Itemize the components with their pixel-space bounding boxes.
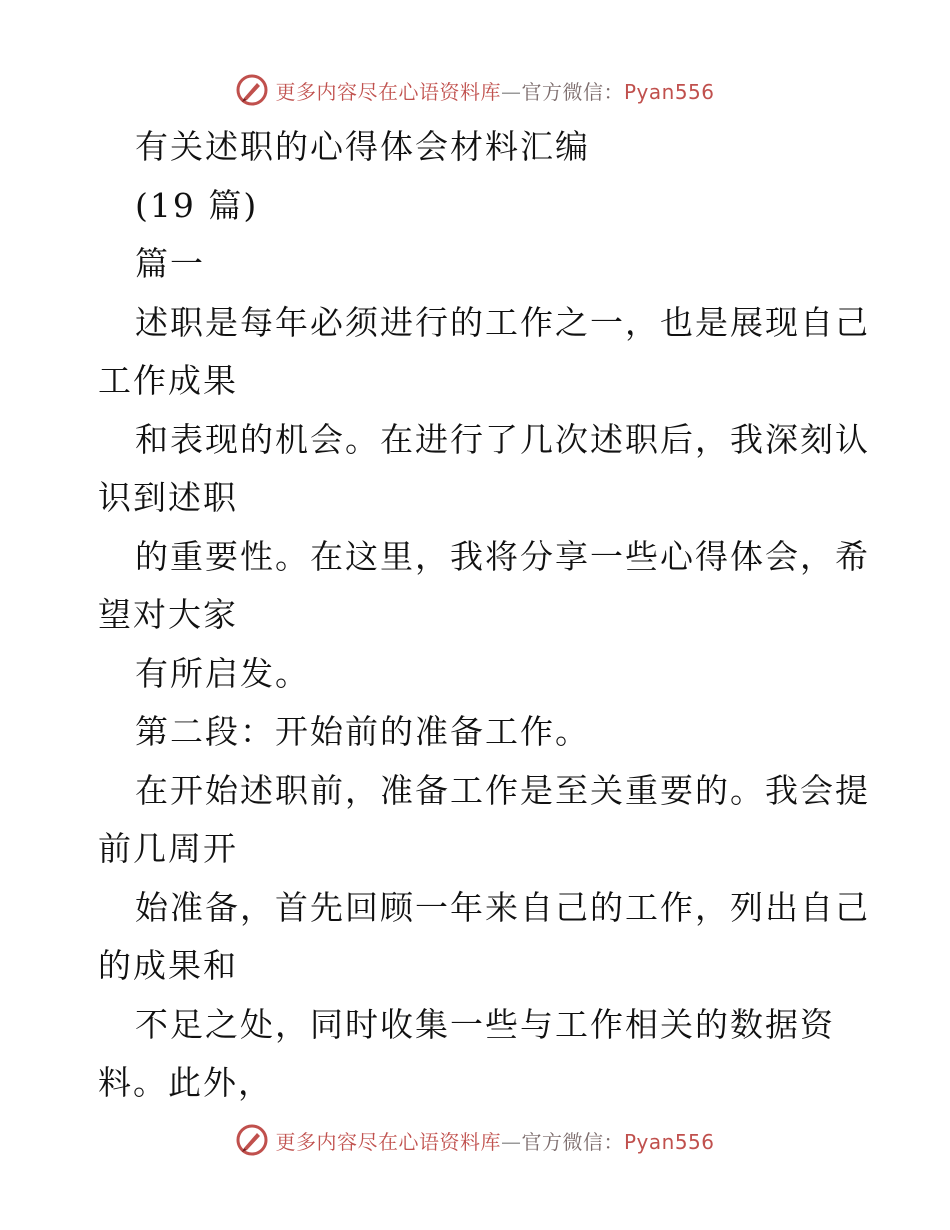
text-line: 有所启发。 [135, 653, 310, 693]
section-heading: 篇一 [135, 244, 205, 283]
document-body [98, 118, 870, 1113]
section-heading: 第二段：开始前的准备工作。 [135, 712, 590, 751]
watermark-text: 更多内容尽在心语资料库—官方微信：Pyan556 [275, 1129, 715, 1154]
watermark-text: 更多内容尽在心语资料库—官方微信：Pyan556 [275, 79, 715, 104]
footer-watermark [0, 1120, 950, 1160]
doc-title: 有关述职的心得体会材料汇编 [135, 127, 590, 166]
text-line: 在开始述职前，准备工作是至关重要的。我会提 [135, 770, 870, 810]
pen-logo-icon [235, 73, 269, 107]
text-line: 望对大家 [98, 595, 238, 634]
text-line: 的重要性。在这里，我将分享一些心得体会，希 [135, 536, 870, 576]
text-line: 和表现的机会。在进行了几次述职后，我深刻认 [135, 419, 870, 459]
pen-logo-icon [235, 1123, 269, 1157]
text-line: 述职是每年必须进行的工作之一，也是展现自己 [135, 302, 870, 342]
header-watermark [0, 70, 950, 110]
text-line: 不足之处，同时收集一些与工作相关的数据资 [135, 1004, 835, 1044]
text-line: 识到述职 [98, 478, 238, 517]
text-line: 始准备，首先回顾一年来自己的工作，列出自己 [135, 887, 870, 927]
text-line: 前几周开 [98, 829, 238, 868]
text-line: 料。此外， [98, 1063, 273, 1102]
doc-subtitle: (19 篇) [135, 185, 259, 225]
text-line: 的成果和 [98, 946, 238, 985]
text-line: 工作成果 [98, 361, 238, 400]
